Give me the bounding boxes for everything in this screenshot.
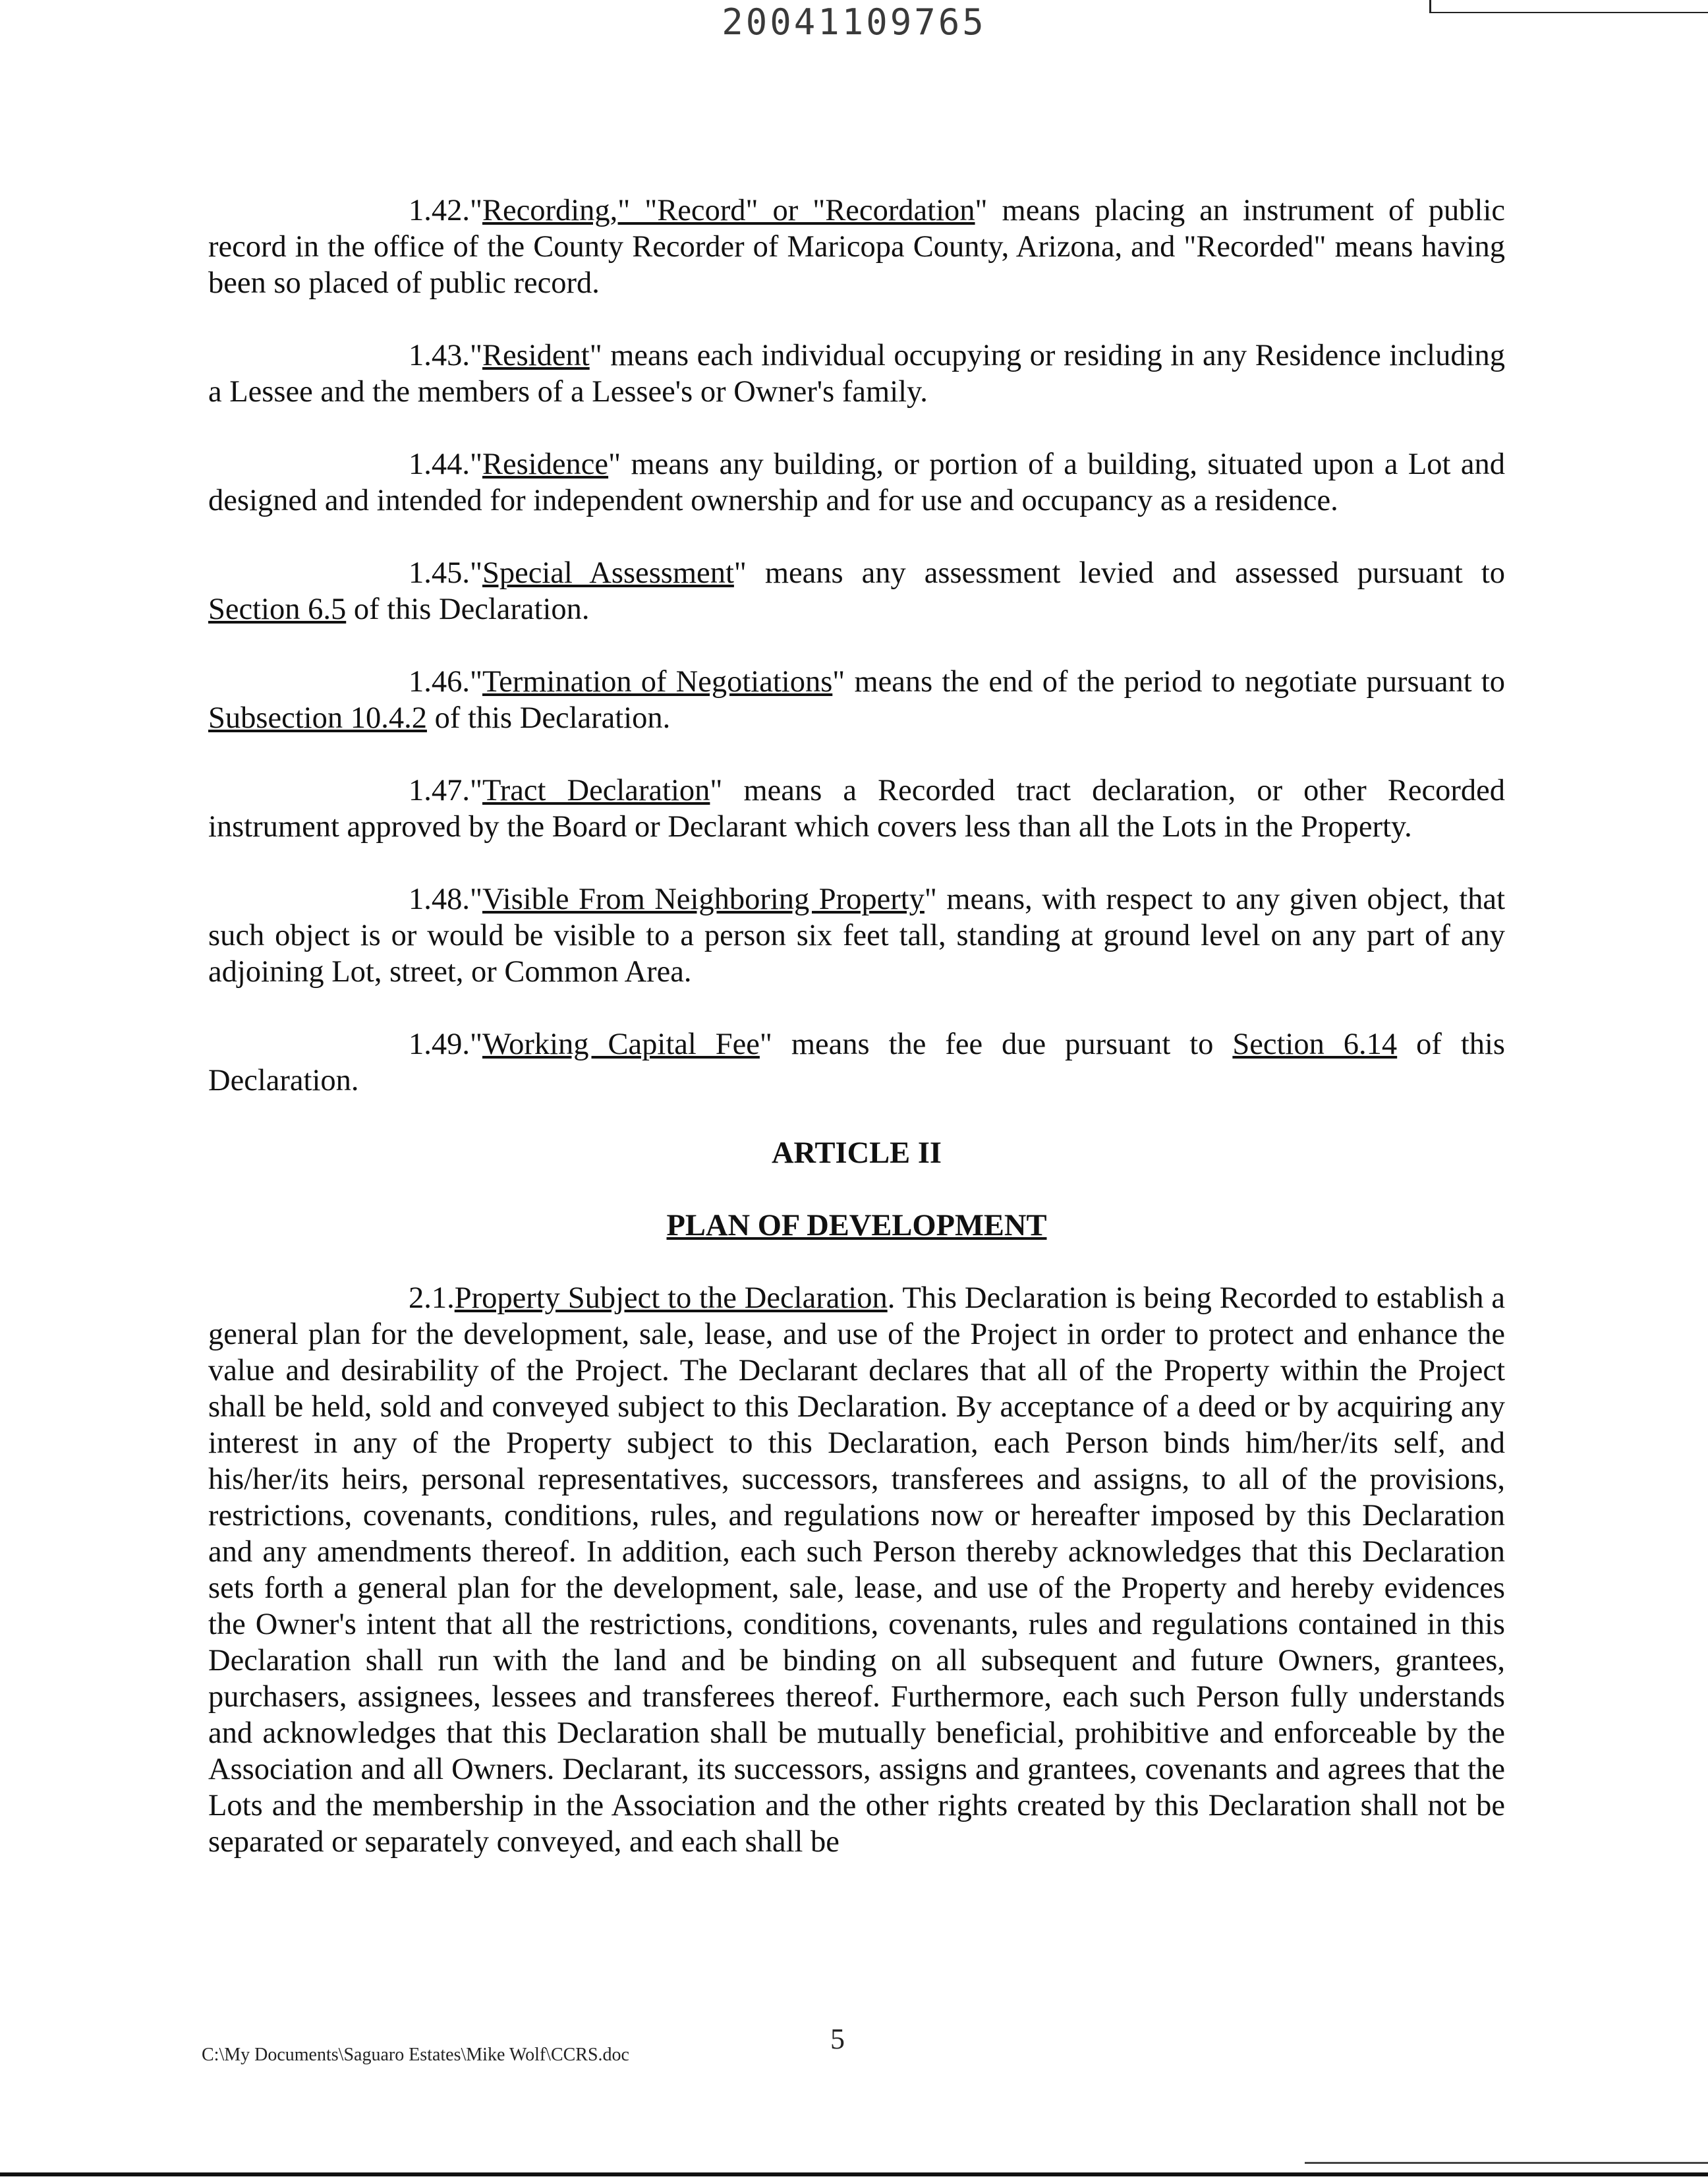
- quote-open: ": [470, 194, 482, 227]
- defined-term: Special Assessment: [482, 556, 734, 590]
- defined-term: Termination of Negotiations: [482, 665, 833, 699]
- defined-term: Resident: [482, 339, 590, 372]
- defined-term: Residence: [482, 448, 609, 481]
- definition-1-48: [208, 881, 1505, 990]
- definition-text: " means any building, or portion of a building, situated upon a Lot and designed and intended for independent ownership and for use and occupancy as a residence.: [208, 448, 1505, 517]
- document-body: [208, 192, 1505, 1896]
- section-reference: Subsection 10.4.2: [208, 701, 427, 735]
- definition-text: " means the end of the period to negotiate pursuant to: [832, 665, 1505, 699]
- definition-number: 1.42.: [409, 194, 470, 227]
- definition-number: 1.48.: [409, 883, 470, 916]
- definition-number: 1.45.: [409, 556, 470, 590]
- section-reference: Section 6.5: [208, 593, 347, 626]
- footer-file-path: C:\My Documents\Saguaro Estates\Mike Wolf\CCRS.doc: [202, 2045, 629, 2065]
- definition-1-42: [208, 192, 1505, 301]
- recording-number: 20041109765: [722, 1, 986, 43]
- quote-open: ": [470, 883, 482, 916]
- scan-corner-mark: [1429, 0, 1708, 13]
- article-title-text: PLAN OF DEVELOPMENT: [666, 1209, 1047, 1242]
- definition-text: " means a Recorded tract declaration, or other Recorded instrument approved by the Board or Declarant which covers less than all the Lots in the Property.: [208, 774, 1505, 844]
- definition-text: " means placing an instrument of public record in the office of the County Recorder of Maricopa County, Arizona, and "Recorded" means having been so placed of public record.: [208, 194, 1506, 300]
- defined-term: Visible From Neighboring Property: [482, 883, 925, 916]
- definition-1-45: [208, 555, 1505, 627]
- article-number: ARTICLE II: [771, 1136, 942, 1170]
- quote-open: ": [470, 1028, 482, 1061]
- definition-text: " means the fee due pursuant to: [759, 1028, 1233, 1061]
- section-text: . This Declaration is being Recorded to establish a general plan for the development, sale, lease, and use of the Project in order to protect and enhance the value and desirability of the Project. The Declarant declares that all of the Property within the Project shall be held, sold and conveyed subject to this Declaration. By acceptance of a deed or by acquiring any interest in any of the Property subject to this Declaration, each Person binds him/her/its self, and his/her/its heirs, personal representatives, successors, transferees and assigns, to all of the provisions, restrictions, covenants, conditions, rules, and regulations now or hereafter imposed by this Declaration and any amendments thereof. In addition, each such Person thereby acknowledges that this Declaration sets forth a general plan for the development, sale, lease, and use of the Property and hereby evidences the Owner's intent that all the restrictions, conditions, covenants, rules and regulations contained in this Declaration shall run with the land and be binding on all subsequent and future Owners, grantees, purchasers, assignees, lessees and transferees thereof. Furthermore, each such Person fully understands and acknowledges that this Declaration shall be mutually beneficial, prohibitive and enforceable by the Association and all Owners. Declarant, its successors, assigns and grantees, covenants and agrees that the Lots and the membership in the Association and the other rights created by this Declaration shall not be separated or separately conveyed, and each shall be: [208, 1281, 1505, 1859]
- definition-number: 1.43.: [409, 339, 470, 372]
- article-title: [208, 1208, 1505, 1244]
- defined-term: Recording," "Record" or "Recordation: [482, 194, 975, 227]
- definition-1-43: [208, 337, 1505, 410]
- section-reference: Section 6.14: [1232, 1028, 1398, 1061]
- definition-tail: of this Declaration.: [208, 1028, 1506, 1097]
- definition-1-47: [208, 772, 1505, 845]
- quote-open: ": [470, 556, 482, 590]
- definition-tail: of this Declaration.: [346, 593, 590, 626]
- section-heading: Property Subject to the Declaration: [454, 1281, 888, 1315]
- page-number: 5: [830, 2023, 845, 2055]
- section-2-1: [208, 1280, 1505, 1860]
- definition-number: 1.49.: [409, 1028, 470, 1061]
- definition-number: 1.46.: [409, 665, 470, 699]
- scan-edge-line: [1305, 2162, 1708, 2164]
- scan-bottom-border: [0, 2172, 1708, 2176]
- quote-open: ": [470, 774, 482, 807]
- defined-term: Tract Declaration: [482, 774, 710, 807]
- definition-tail: of this Declaration.: [426, 701, 671, 735]
- definition-1-46: [208, 664, 1505, 736]
- definition-number: 1.44.: [409, 448, 470, 481]
- definition-text: " means, with respect to any given object, that such object is or would be visible to a person six feet tall, standing at ground level on any part of any adjoining Lot, street, or Common Area.: [208, 883, 1505, 989]
- definition-number: 1.47.: [409, 774, 470, 807]
- definition-1-44: [208, 446, 1505, 519]
- definition-text: " means each individual occupying or residing in any Residence including a Lessee and the members of a Lessee's or Owner's family.: [208, 339, 1505, 409]
- section-number: 2.1.: [409, 1281, 455, 1315]
- definition-1-49: [208, 1026, 1505, 1099]
- definition-text: " means any assessment levied and assessed pursuant to: [733, 556, 1505, 590]
- quote-open: ": [470, 665, 482, 699]
- quote-open: ": [470, 448, 482, 481]
- defined-term: Working Capital Fee: [482, 1028, 760, 1061]
- quote-open: ": [470, 339, 482, 372]
